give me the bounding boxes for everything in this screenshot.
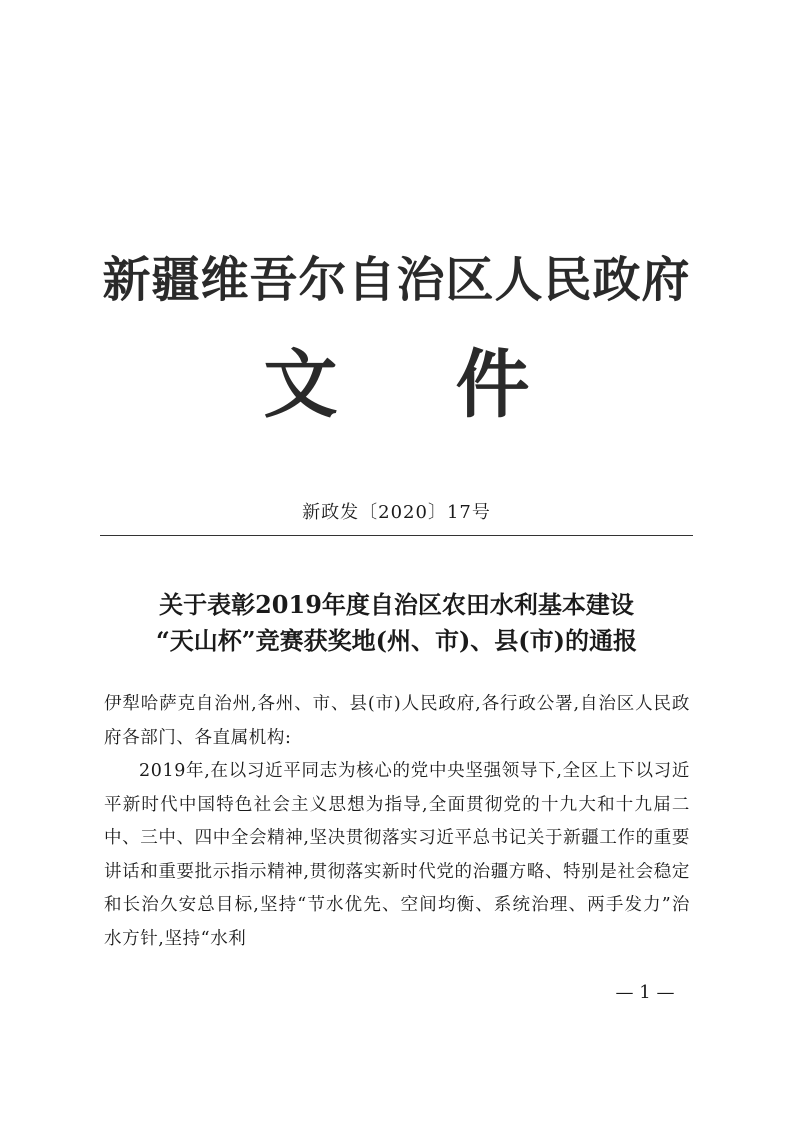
body-paragraph: 2019年,在以习近平同志为核心的党中央坚强领导下,全区上下以习近平新时代中国特色社会主义思想为指导,全面贯彻党的十九大和十九届二中、三中、四中全会精神,坚决贯彻落实习近平总书记关于新疆工作的重要讲话和重要批示指示精神,贯彻落实新时代党的治疆方略、特别是社会稳定和长治久安总目标,坚持“节水优先、空间均衡、系统治理、两手发力”治水方针,坚持“水利: [104, 761, 690, 949]
document-title-line-2: “天山杯”竞赛获奖地(州、市)、县(市)的通报: [155, 626, 638, 655]
document-number: 新政发〔2020〕17号: [302, 502, 491, 523]
page-number: — 1 —: [615, 982, 675, 1003]
document-type: 文件: [263, 342, 648, 428]
issuer-name: 新疆维吾尔自治区人民政府: [102, 252, 691, 308]
header-divider: [100, 535, 693, 536]
document-title-line-1: 关于表彰2019年度自治区农田水利基本建设: [159, 590, 634, 619]
salutation: 伊犁哈萨克自治州,各州、市、县(市)人民政府,各行政公署,自治区人民政府各部门、各直属机构:: [104, 694, 690, 748]
document-body: [104, 688, 690, 956]
